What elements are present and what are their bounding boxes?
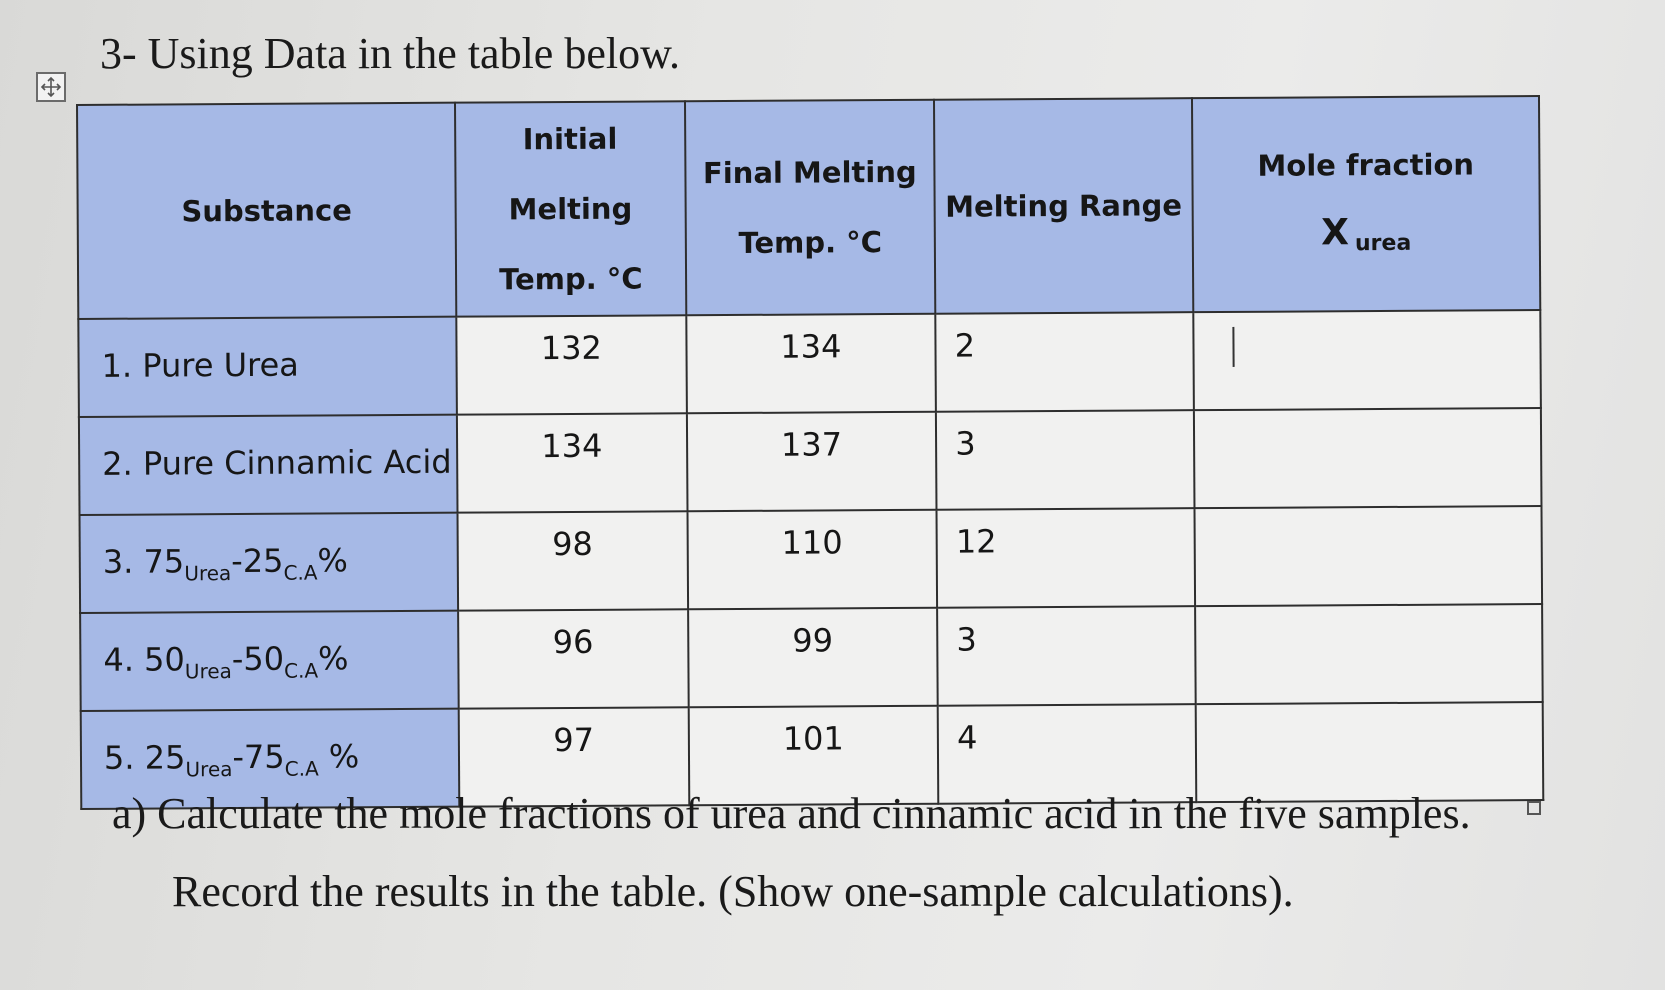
- header-melting-range: Melting Range: [934, 98, 1193, 314]
- header-substance: Substance: [77, 103, 456, 319]
- table-header-row: [77, 96, 1540, 319]
- header-mole-line1: Mole fraction: [1257, 146, 1475, 183]
- substance-cell: 5. $25_{Urea}-75_{C.A}$ %: [81, 709, 460, 809]
- melting-range-cell[interactable]: 2: [935, 312, 1193, 412]
- final-temp-cell[interactable]: 110: [687, 510, 937, 610]
- initial-temp-cell[interactable]: 134: [457, 413, 687, 512]
- melting-range-cell[interactable]: 4: [938, 704, 1196, 804]
- initial-temp-cell[interactable]: 96: [458, 609, 688, 708]
- mole-fraction-cell[interactable]: [1194, 506, 1542, 606]
- header-final-line1: Final Melting: [702, 154, 917, 191]
- table-row: [78, 310, 1541, 417]
- header-initial-line2: Temp. °C: [499, 261, 643, 297]
- question-heading: 3- Using Data in the table below.: [100, 29, 680, 78]
- substance-cell: 3. $75_{Urea}-25_{C.A}\%$: [80, 513, 459, 613]
- question-part-a: a) Calculate the mole fractions of urea and cinnamic acid in the five samples.: [112, 789, 1471, 838]
- final-temp-cell[interactable]: 99: [688, 608, 938, 708]
- header-final-melting: [685, 100, 936, 316]
- header-mole-fraction: [1192, 96, 1541, 312]
- header-initial-melting: [455, 101, 686, 316]
- text-cursor: [1232, 327, 1234, 367]
- initial-temp-cell[interactable]: 97: [459, 707, 689, 806]
- move-arrows-icon: [40, 76, 62, 98]
- substance-cell: 1. Pure Urea: [78, 317, 457, 417]
- question-part-a-line2: Record the results in the table. (Show one-sample calculations).: [172, 867, 1294, 916]
- table-row: [79, 408, 1542, 515]
- initial-temp-cell[interactable]: 98: [457, 511, 687, 610]
- final-temp-cell[interactable]: 137: [687, 412, 937, 512]
- header-mole-symbol: X $_{urea}$: [1321, 211, 1412, 256]
- melting-range-cell[interactable]: 12: [937, 508, 1195, 608]
- substance-cell: 2. Pure Cinnamic Acid: [79, 415, 458, 515]
- table-row: [80, 604, 1543, 711]
- final-temp-cell[interactable]: 134: [686, 314, 936, 414]
- initial-temp-cell[interactable]: 132: [456, 315, 686, 414]
- melting-range-cell[interactable]: 3: [936, 410, 1194, 510]
- header-final-line2: Temp. °C: [738, 225, 883, 260]
- substance-cell: 4. $50_{Urea}-50_{C.A}\%$: [80, 611, 459, 711]
- header-initial-line1: Initial Melting: [508, 121, 633, 227]
- mole-fraction-cell[interactable]: [1194, 408, 1542, 508]
- mole-fraction-cell[interactable]: [1195, 604, 1543, 704]
- table-row: [80, 506, 1543, 613]
- table-resize-handle-icon[interactable]: [1527, 801, 1541, 815]
- mole-fraction-cell-active[interactable]: [1193, 310, 1541, 410]
- table-move-handle-icon[interactable]: [36, 72, 66, 102]
- final-temp-cell[interactable]: 101: [688, 706, 938, 806]
- melting-range-cell[interactable]: 3: [937, 606, 1195, 706]
- melting-data-table: [76, 95, 1544, 810]
